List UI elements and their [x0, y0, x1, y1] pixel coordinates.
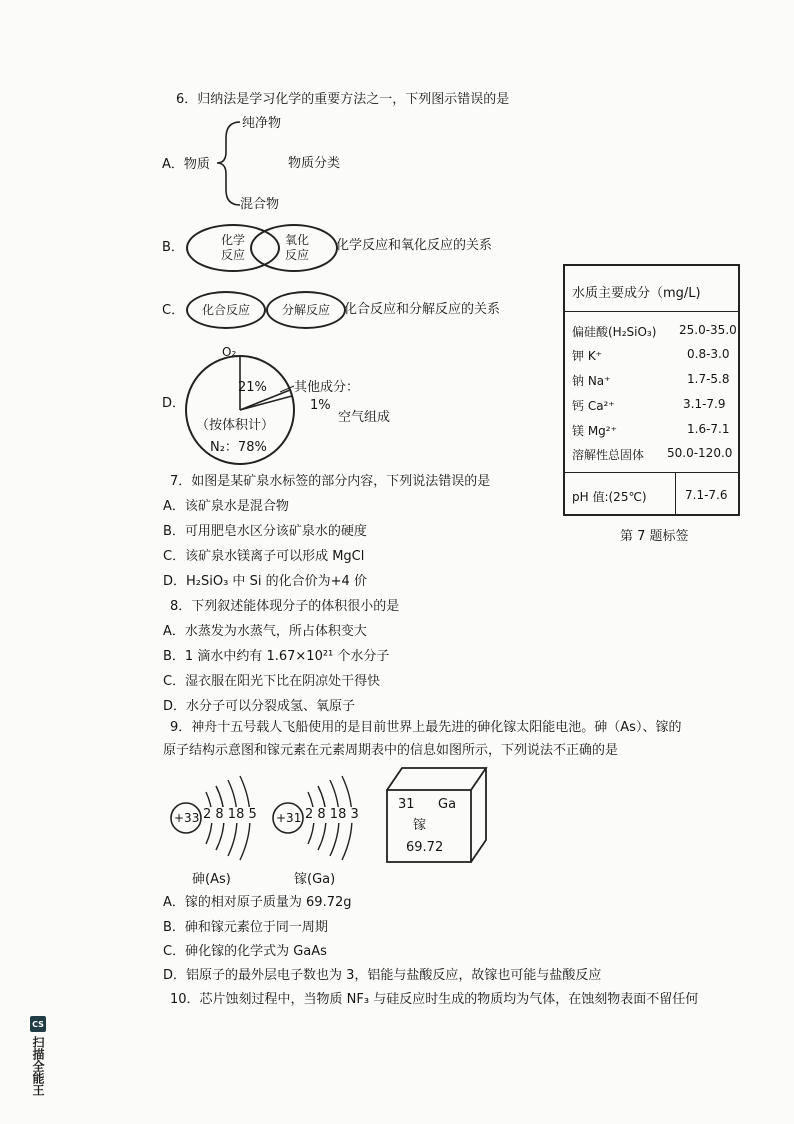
q8-option-d: D．水分子可以分裂成氢、氧原子 — [163, 699, 356, 714]
q7-option-b: B．可用肥皂水区分该矿泉水的硬度 — [163, 524, 367, 539]
q7-option-d: D．H₂SiO₃ 中 Si 的化合价为+4 价 — [163, 574, 367, 589]
ga-cell-number: 31 — [398, 797, 415, 812]
pie-o2-label: O₂ — [222, 345, 237, 359]
pie-other-label: 其他成分： — [294, 380, 360, 395]
scanner-watermark — [30, 1016, 46, 1110]
ga-shells: 2 8 18 3 — [305, 807, 359, 822]
q8-option-c: C．湿衣服在阳光下比在阴凉处干得快 — [163, 674, 381, 689]
label-title: 水质主要成分（mg/L) — [572, 286, 701, 301]
label-row-value: 50.0-120.0 — [667, 446, 733, 460]
q6-c-left-text: 化合反应 — [201, 302, 250, 317]
label-row-value: 3.1-7.9 — [683, 397, 726, 411]
label-row-name: 溶解性总固体 — [572, 448, 645, 462]
label-row-name: 偏硅酸(H₂SiO₃) — [572, 325, 657, 339]
ga-cell-name: 镓 — [413, 818, 427, 833]
pie-volume-note: （按体积计） — [196, 418, 275, 433]
q8-option-a: A．水蒸发为水蒸气，所占体积变大 — [163, 624, 367, 639]
label-caption: 第 7 题标签 — [620, 529, 689, 544]
label-row-value: 0.8-3.0 — [687, 347, 730, 361]
as-name: 砷(As) — [192, 872, 231, 887]
ga-cell-symbol: Ga — [438, 797, 457, 812]
q6-a-caption: 物质分类 — [288, 156, 341, 171]
q9-option-a: A．镓的相对原子质量为 69.72g — [163, 895, 352, 910]
q6-option-a-label: A．物质 — [162, 157, 210, 172]
label-row-name: 钙 Ca²⁺ — [572, 399, 615, 413]
q9-option-b: B．砷和镓元素位于同一周期 — [163, 920, 328, 935]
q9-stem-line1: 9．神舟十五号载人飞船使用的是目前世界上最先进的砷化镓太阳能电池。砷（As）、镓的 — [170, 720, 682, 735]
q7-stem: 7．如图是某矿泉水标签的部分内容，下列说法错误的是 — [170, 474, 491, 489]
q9-option-c: C．砷化镓的化学式为 GaAs — [163, 944, 327, 959]
q6-c-caption: 化合反应和分解反应的关系 — [344, 302, 501, 317]
pie-other-percent: 1% — [310, 398, 331, 413]
q6-stem: 6．归纳法是学习化学的重要方法之一，下列图示错误的是 — [176, 92, 510, 107]
ga-name: 镓(Ga) — [294, 872, 336, 887]
scanner-badge: CS — [30, 1016, 46, 1032]
label-row-name: 镁 Mg²⁺ — [572, 424, 617, 438]
q6-d-caption: 空气组成 — [338, 410, 391, 425]
q10-stem: 10．芯片蚀刻过程中，当物质 NF₃ 与硅反应时生成的物质均为气体，在蚀刻物表面不留任何 — [170, 992, 699, 1007]
q6-a-bottom: 混合物 — [240, 197, 280, 212]
as-nucleus: +33 — [174, 811, 200, 825]
scanner-app-name: 扫描全能王 — [31, 1036, 45, 1096]
q6-c-right-text: 分解反应 — [281, 302, 330, 317]
label-row-name: 钠 Na⁺ — [572, 374, 611, 388]
as-shells: 2 8 18 5 — [203, 807, 257, 822]
ga-nucleus: +31 — [276, 811, 302, 825]
label-row-name: 钾 K⁺ — [572, 349, 603, 363]
q7-option-a: A．该矿泉水是混合物 — [163, 499, 289, 514]
q6-option-b-label: B． — [162, 240, 184, 255]
q7-option-c: C．该矿泉水镁离子可以形成 MgCl — [163, 549, 365, 564]
label-row-value: 25.0-35.0 — [679, 323, 737, 337]
q9-stem-line2: 原子结构示意图和镓元素在元素周期表中的信息如图所示，下列说法不正确的是 — [163, 743, 619, 758]
q6-b-caption: 化学反应和氧化反应的关系 — [336, 238, 493, 253]
q6-b-left-text: 化学 反应 — [220, 233, 245, 262]
pie-o2-percent: 21% — [238, 380, 267, 395]
q8-option-b: B．1 滴水中约有 1.67×10²¹ 个水分子 — [163, 649, 390, 664]
q8-stem: 8．下列叙述能体现分子的体积很小的是 — [170, 599, 400, 614]
q9-option-d: D．铝原子的最外层电子数也为 3，铝能与盐酸反应，故镓也可能与盐酸反应 — [163, 968, 602, 983]
q6-option-d-label: D． — [162, 396, 186, 411]
q6-a-top: 纯净物 — [242, 116, 282, 131]
q6-b-right-text: 氧化 反应 — [284, 233, 309, 262]
label-row-value: 1.6-7.1 — [687, 422, 730, 436]
label-ph-value: 7.1-7.6 — [685, 488, 728, 502]
q6-option-c-label: C． — [162, 303, 185, 318]
label-row-value: 1.7-5.8 — [687, 372, 730, 386]
label-ph-name: pH 值:(25℃) — [572, 490, 647, 504]
ga-cell-mass: 69.72 — [406, 840, 444, 855]
pie-n2-label: N₂：78% — [210, 440, 267, 455]
